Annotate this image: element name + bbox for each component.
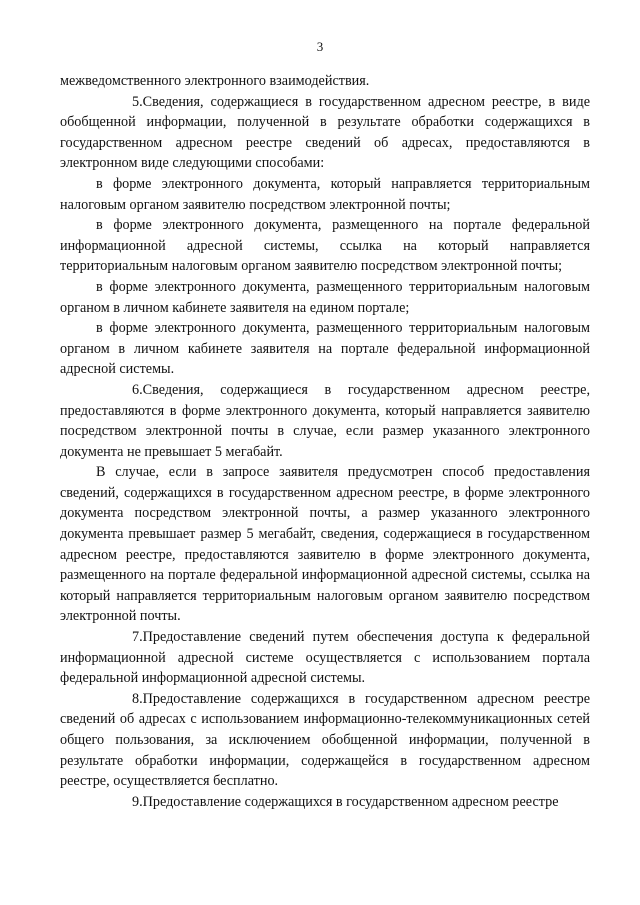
item-number: 8. xyxy=(132,690,143,707)
paragraph-5-method-1: в форме электронного документа, который направляется территориальным налоговым органом заявителю посредством электронной почты; xyxy=(60,175,590,213)
paragraph-text: Сведения, содержащиеся в государственном адресном реестре, предоставляются в форме электронного документа, который направляется заявителю посредством электронной почты в случае, если размер указанного электронного документа не превышает 5 мегабайт. xyxy=(60,381,590,460)
page-number: 3 xyxy=(316,39,324,54)
item-number: 6. xyxy=(132,381,143,398)
paragraph-5-method-2: в форме электронного документа, размещенного на портале федеральной информационной адресной системы, ссылка на который направляется территориальным налоговым органом заявителю посредством электронной почты; xyxy=(60,217,590,275)
paragraph-continuation: межведомственного электронного взаимодействия. xyxy=(60,73,370,89)
paragraph-text: Предоставление содержащихся в государственном адресном реестре xyxy=(142,793,559,810)
paragraph-9 xyxy=(60,792,590,813)
paragraph-text: Предоставление содержащихся в государственном адресном реестре сведений об адресах с использованием информационно-телекоммуникационных сетей общего пользования, за исключением обобщенной информации, полученной в результате обработки информации, содержащейся в государственном адресном реестре, осуществляется бесплатно. xyxy=(60,690,590,790)
item-number: 5. xyxy=(132,93,143,110)
paragraph-5-method-4: в форме электронного документа, размещенного территориальным налоговым органом в личном кабинете заявителя на портале федеральной информационной адресной системы. xyxy=(60,320,590,378)
paragraph-text: Сведения, содержащиеся в государственном адресном реестре, в виде обобщенной информации, полученной в результате обработки содержащихся в государственном адресном реестре сведений об адресах, предоставляются в электронном виде следующими способами: xyxy=(60,93,590,172)
paragraph-8 xyxy=(60,689,590,792)
paragraph-5-method-3: в форме электронного документа, размещенного территориальным налоговым органом в личном кабинете заявителя на едином портале; xyxy=(60,278,590,316)
item-number: 7. xyxy=(132,629,143,646)
paragraph-text: Предоставление сведений путем обеспечения доступа к федеральной информационной адресной системе осуществляется с использованием портала федеральной информационной адресной системы. xyxy=(60,629,590,687)
paragraph-7 xyxy=(60,627,590,689)
paragraph-5 xyxy=(60,92,590,174)
paragraph-6-continued: В случае, если в запросе заявителя предусмотрен способ предоставления сведений, содержащихся в государственном адресном реестре, в форме электронного документа посредством электронной почты, а размер указанного электронного документа превышает размер 5 мегабайт, сведения, содержащиеся в государственном адресном реестре, предоставляются заявителю в форме электронного документа, размещенного на портале федеральной информационной адресной системы, ссылка на который направляется территориальным налоговым органом заявителю посредством электронной почты. xyxy=(60,464,590,625)
item-number: 9. xyxy=(132,793,143,810)
paragraph-6 xyxy=(60,380,590,462)
